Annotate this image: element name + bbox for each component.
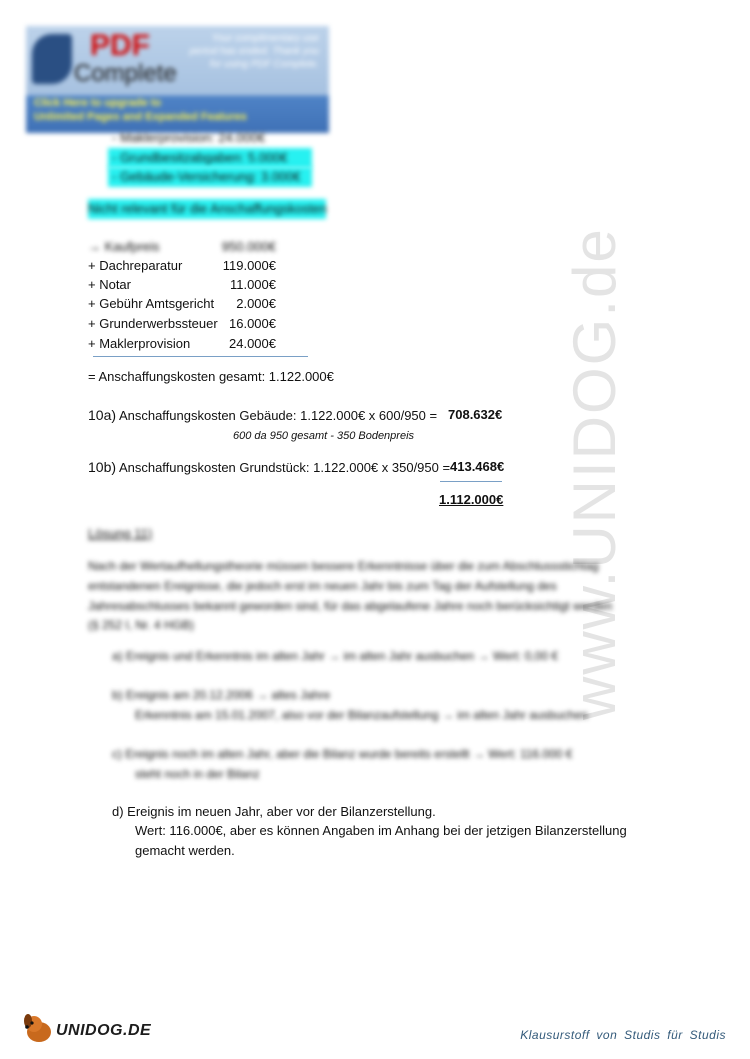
loesung-11-para-4: (§ 252 I, Nr. 4 HGB) <box>88 618 195 632</box>
loesung-11-para-2: entstandenen Ereignisse, die jedoch erst im neuen Jahr bis zum Tag der Aufstellung des <box>88 579 557 593</box>
cost-label: → Kaufpreis <box>88 239 160 254</box>
dog-logo-icon <box>22 1012 56 1044</box>
pdf-logo-icon <box>32 34 72 84</box>
cost-row-maklerprovision <box>88 334 308 354</box>
cost-row-dachreparatur <box>88 256 308 276</box>
top-item-grundbesitz: - Grundbesitzabgaben: 5.000€ <box>108 148 312 168</box>
q10b-result: 413.468€ <box>450 459 505 474</box>
q10b-prefix: 10b) <box>88 459 117 475</box>
loesung-11-item-d-cont-2: gemacht werden. <box>135 843 235 858</box>
unidog-logo-text: UNIDOG.DE <box>56 1022 152 1039</box>
q10a-note: 600 da 950 gesamt - 350 Bodenpreis <box>233 430 415 442</box>
cost-amount: 950.000€ <box>221 239 276 254</box>
cost-label: + Dachreparatur <box>88 258 183 273</box>
cost-row-amtsgericht <box>88 294 308 314</box>
loesung-11-para-1: Nach der Wertaufhellungstheorie müssen bessere Erkenntnisse über die zum Abschlussstichtag <box>88 559 599 573</box>
loesung-11-item-d: d) Ereignis im neuen Jahr, aber vor der Bilanzerstellung. <box>112 804 436 819</box>
pdf-logo-text: PDF <box>90 29 150 62</box>
cost-label: + Gebühr Amtsgericht <box>88 296 215 311</box>
cost-row-notar <box>88 275 308 295</box>
loesung-11-item-b: b) Ereignis am 20.12.2006 → altes Jahre <box>112 688 331 702</box>
unidog-watermark: www.UNIDOG.de <box>561 227 628 720</box>
loesung-11-heading: Lösung 11) <box>88 526 153 541</box>
cost-label: + Grunderwerbssteuer <box>88 316 218 331</box>
loesung-11-item-a: a) Ereignis und Erkenntnis im alten Jahr → im alten Jahr ausbuchen → Wert: 0,00 € <box>112 649 558 663</box>
cost-amount: 11.000€ <box>229 277 276 292</box>
loesung-11-item-c-cont: steht noch in der Bilanz <box>135 767 260 781</box>
cost-label: + Maklerprovision <box>88 336 191 351</box>
complete-logo-text: Complete <box>74 60 177 87</box>
cost-row-grunderwerbssteuer <box>88 314 308 334</box>
loesung-11-item-b-cont: Erkenntnis am 15.01.2007, also vor der Bilanzaufstellung → im alten Jahr ausbuchen <box>135 708 588 722</box>
cost-row-kaufpreis <box>88 237 308 257</box>
top-item-maklerprovision: - Maklerprovision: 24.000€ <box>112 130 266 145</box>
question-10a <box>88 405 437 426</box>
cost-amount: 119.000€ <box>222 258 276 273</box>
sum-result: 1.112.000€ <box>439 492 504 507</box>
banner-note: Your complimentary use period has ended. Thank you for using PDF Complete. <box>189 33 319 70</box>
q10a-result: 708.632€ <box>448 407 503 422</box>
upgrade-link[interactable]: Click Here to upgrade to Unlimited Pages and Expanded Features <box>34 97 247 123</box>
q10a-prefix: 10a) <box>88 407 117 423</box>
loesung-11-para-3: Jahresabschlusses bekannt geworden sind, für das abgelaufene Jahre noch berücksichtigt werden <box>88 599 613 613</box>
top-item-versicherung: - Gebäude-Versicherung: 3.000€ <box>108 167 312 187</box>
cost-label: + Notar <box>88 277 131 292</box>
pdf-complete-banner[interactable] <box>26 26 329 133</box>
not-relevant-note: Nicht relevant für die Anschaffungskosten <box>88 199 326 219</box>
question-10b <box>88 457 450 478</box>
total-acquisition-costs: = Anschaffungskosten gesamt: 1.122.000€ <box>88 369 334 384</box>
sum-divider <box>93 356 308 357</box>
q10a-text: Anschaffungskosten Gebäude: 1.122.000€ x 600/950 = <box>118 408 438 423</box>
cost-amount: 24.000€ <box>229 336 276 351</box>
footer-tagline: Klausurstoff von Studis für Studis <box>520 1028 726 1042</box>
cost-amount: 2.000€ <box>236 296 276 311</box>
loesung-11-item-d-cont-1: Wert: 116.000€, aber es können Angaben im Anhang bei der jetzigen Bilanzerstellung <box>135 823 627 838</box>
result-divider <box>440 481 502 482</box>
q10b-text: Anschaffungskosten Grundstück: 1.122.000€ x 350/950 = <box>118 460 451 475</box>
loesung-11-item-c: c) Ereignis noch im alten Jahr, aber die Bilanz wurde bereits erstellt → Wert: 116.000 € <box>112 747 573 761</box>
cost-amount: 16.000€ <box>229 316 276 331</box>
